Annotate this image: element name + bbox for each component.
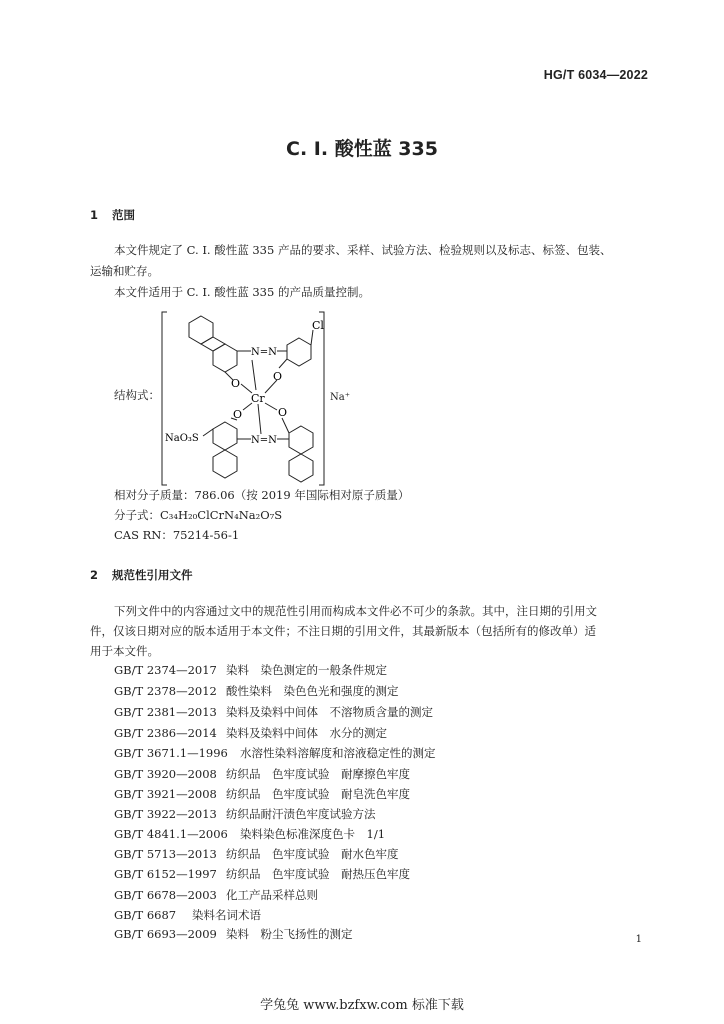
text-line: 本文件规定了 C. I. 酸性蓝 335 产品的要求、采样、试验方法、检验规则以及标志、标签、包装、 [114, 243, 612, 257]
reference-code: GB/T 5713—2013 [114, 847, 217, 861]
coordination-bond [252, 360, 256, 390]
bond [203, 429, 213, 436]
reference-item [114, 866, 410, 882]
reference-item [114, 907, 261, 923]
oxygen-label: O [231, 377, 241, 390]
chromium-label: Cr [251, 392, 265, 405]
molecular-formula [114, 506, 282, 525]
reference-item [114, 683, 399, 699]
reference-item [114, 806, 376, 822]
reference-item [114, 786, 410, 802]
reference-title: 酸性染料 染色色光和强度的测定 [226, 684, 399, 698]
normative-intro [90, 601, 650, 661]
cas-number: CAS RN：75214-56-1 [114, 528, 240, 542]
reference-title: 染料及染料中间体 水分的测定 [226, 726, 387, 740]
section-2-heading [90, 567, 193, 583]
counter-ion: Na⁺ [330, 392, 350, 403]
reference-item [114, 887, 318, 903]
naphthalene-ring [189, 316, 213, 344]
azo-label-bottom: N=N [251, 435, 277, 446]
reference-title: 染料染色标准深度色卡 1/1 [240, 827, 386, 841]
naphthalene-ring [213, 422, 237, 450]
document-title: C. I. 酸性蓝 335 [286, 138, 438, 160]
reference-code: GB/T 6152—1997 [114, 867, 217, 881]
reference-code: GB/T 2381—2013 [114, 705, 217, 719]
bond [311, 330, 313, 345]
ring-fusion [201, 337, 225, 351]
section-title: 范围 [112, 208, 135, 222]
reference-code: GB/T 6693—2009 [114, 927, 217, 941]
oxygen-label: O [233, 408, 243, 421]
left-bracket [162, 312, 167, 485]
azo-label-top: N=N [251, 347, 277, 358]
text-line: 件，仅该日期对应的版本适用于本文件；不注日期的引用文件，其最新版本（包括所有的修改单）适 [90, 624, 596, 638]
naphthalene-ring [213, 344, 237, 372]
reference-item [114, 704, 433, 720]
reference-code: GB/T 6687 [114, 908, 177, 922]
reference-code: GB/T 3671.1—1996 [114, 746, 228, 760]
formula-value: C₃₄H₂₀ClCrN₄Na₂O₇S [160, 508, 283, 522]
reference-code: GB/T 2386—2014 [114, 726, 217, 740]
reference-title: 水溶性染料溶解度和溶液稳定性的测定 [240, 746, 436, 760]
reference-item [114, 826, 385, 842]
scope-paragraph-2: 本文件适用于 C. I. 酸性蓝 335 的产品质量控制。 [114, 285, 370, 299]
molar-mass: 相对分子质量：786.06（按 2019 年国际相对原子质量） [114, 488, 410, 502]
reference-title: 纺织品 色牢度试验 耐水色牢度 [226, 847, 399, 861]
reference-title: 化工产品采样总则 [226, 888, 318, 902]
coordination-bond [258, 404, 261, 434]
reference-code: GB/T 2378—2012 [114, 684, 217, 698]
coordination-bond [265, 403, 277, 410]
reference-title: 染料名词术语 [192, 908, 261, 922]
bond [282, 418, 289, 433]
oxygen-label: O [278, 406, 288, 419]
page-number: 1 [635, 934, 642, 945]
scope-paragraph-1 [90, 240, 650, 282]
benzene-ring [287, 338, 311, 366]
naphthalene-ring [289, 454, 313, 482]
bond [279, 359, 287, 368]
section-title: 规范性引用文件 [112, 568, 193, 582]
right-bracket [319, 312, 324, 485]
reference-code: GB/T 4841.1—2006 [114, 827, 228, 841]
naphthalene-ring [289, 426, 313, 454]
reference-code: GB/T 3921—2008 [114, 787, 217, 801]
reference-title: 染料及染料中间体 不溶物质含量的测定 [226, 705, 433, 719]
footer-watermark[interactable]: 学兔兔 www.bzfxw.com 标准下载 [260, 998, 464, 1013]
text-line: 用于本文件。 [90, 644, 159, 658]
text-line: 运输和贮存。 [90, 264, 159, 278]
section-1-heading [90, 207, 135, 223]
text-line: 下列文件中的内容通过文中的规范性引用而构成本文件必不可少的条款。其中，注日期的引用文 [114, 604, 597, 618]
reference-code: GB/T 3922—2013 [114, 807, 217, 821]
reference-title: 染料 粉尘飞扬性的测定 [226, 927, 353, 941]
naphthalene-ring [213, 450, 237, 478]
reference-item [114, 766, 410, 782]
formula-label: 分子式： [114, 508, 160, 522]
reference-code: GB/T 6678—2003 [114, 888, 217, 902]
reference-item [114, 725, 387, 741]
reference-title: 纺织品 色牢度试验 耐皂洗色牢度 [226, 787, 410, 801]
section-number: 1 [90, 208, 99, 222]
reference-title: 纺织品 色牢度试验 耐热压色牢度 [226, 867, 410, 881]
sulfonate-label: NaO₃S [165, 433, 199, 444]
reference-item [114, 846, 399, 862]
section-number: 2 [90, 568, 99, 582]
oxygen-label: O [273, 370, 283, 383]
structure-label: 结构式： [114, 388, 160, 402]
standard-code: HG/T 6034—2022 [543, 68, 648, 82]
reference-item [114, 926, 353, 942]
reference-item [114, 745, 436, 761]
reference-title: 染料 染色测定的一般条件规定 [226, 663, 387, 677]
reference-item [114, 662, 387, 678]
reference-title: 纺织品 色牢度试验 耐摩擦色牢度 [226, 767, 410, 781]
reference-code: GB/T 2374—2017 [114, 663, 217, 677]
reference-code: GB/T 3920—2008 [114, 767, 217, 781]
reference-title: 纺织品耐汗渍色牢度试验方法 [226, 807, 376, 821]
chlorine-label: Cl [312, 319, 324, 332]
